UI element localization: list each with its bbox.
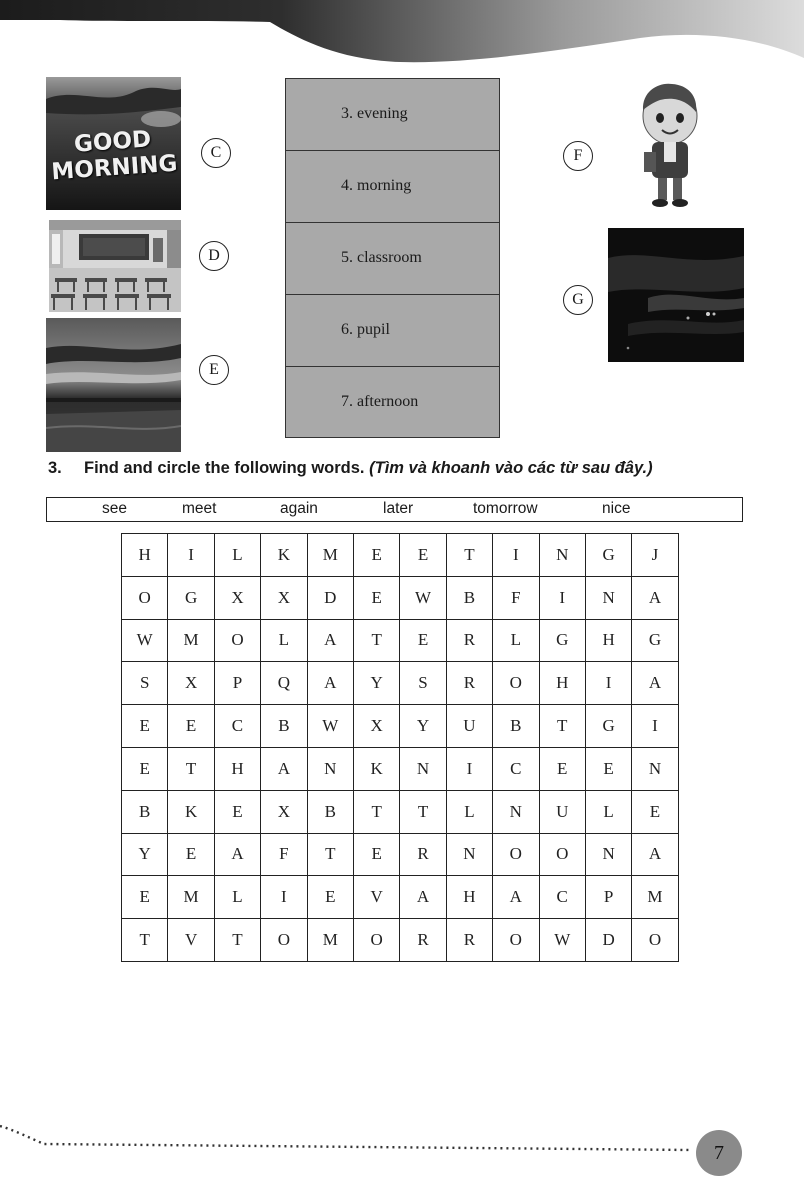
grid-letter-cell[interactable]: T [353,790,399,833]
grid-row [122,919,679,962]
grid-letter-cell[interactable]: G [585,534,631,577]
grid-letter-cell[interactable]: A [493,876,539,919]
grid-letter-cell[interactable]: A [307,662,353,705]
grid-letter-cell[interactable]: O [493,662,539,705]
grid-letter-cell[interactable]: E [353,833,399,876]
grid-row [122,790,679,833]
label-f: F [563,141,593,171]
grid-letter-cell[interactable]: G [539,619,585,662]
grid-letter-cell[interactable]: R [446,919,492,962]
grid-letter-cell[interactable]: Y [353,662,399,705]
label-e: E [199,355,229,385]
grid-letter-cell[interactable]: N [632,747,678,790]
word-bank-item: tomorrow [473,500,538,517]
grid-letter-cell[interactable]: A [214,833,260,876]
grid-letter-cell[interactable]: E [539,747,585,790]
grid-letter-cell[interactable]: V [353,876,399,919]
page-number: 7 [696,1130,742,1176]
grid-letter-cell[interactable]: T [353,619,399,662]
good-morning-text: GOOD MORNING [50,126,179,186]
grid-letter-cell[interactable]: C [539,876,585,919]
grid-row [122,705,679,748]
grid-letter-cell[interactable]: X [261,576,307,619]
grid-letter-cell[interactable]: R [400,919,446,962]
grid-letter-cell[interactable]: Y [400,705,446,748]
vocab-item: 7. afternoon [341,393,419,410]
vocab-item: 6. pupil [286,295,499,367]
grid-letter-cell[interactable]: W [122,619,168,662]
word-bank-item: see [102,500,127,517]
grid-letter-cell[interactable]: M [307,534,353,577]
grid-letter-cell[interactable]: I [261,876,307,919]
grid-letter-cell[interactable]: G [168,576,214,619]
grid-letter-cell[interactable]: O [214,619,260,662]
grid-letter-cell[interactable]: E [122,705,168,748]
word-bank-item: meet [182,500,217,517]
grid-letter-cell[interactable]: H [585,619,631,662]
grid-letter-cell[interactable]: B [446,576,492,619]
grid-letter-cell[interactable]: E [168,833,214,876]
grid-letter-cell[interactable]: M [632,876,678,919]
grid-letter-cell[interactable]: H [446,876,492,919]
grid-letter-cell[interactable]: H [122,534,168,577]
grid-letter-cell[interactable]: B [122,790,168,833]
grid-letter-cell[interactable]: D [307,576,353,619]
grid-letter-cell[interactable]: X [168,662,214,705]
grid-letter-cell[interactable]: L [493,619,539,662]
grid-letter-cell[interactable]: B [493,705,539,748]
grid-letter-cell[interactable]: O [353,919,399,962]
grid-letter-cell[interactable]: X [353,705,399,748]
grid-letter-cell[interactable]: J [632,534,678,577]
grid-letter-cell[interactable]: N [539,534,585,577]
word-bank-item: again [280,500,318,517]
grid-letter-cell[interactable]: G [632,619,678,662]
grid-letter-cell[interactable]: A [307,619,353,662]
grid-letter-cell[interactable]: T [214,919,260,962]
label-c: C [201,138,231,168]
exercise-instruction: Find and circle the following words. [84,459,365,477]
grid-letter-cell[interactable]: M [168,876,214,919]
grid-letter-cell[interactable]: B [261,705,307,748]
grid-letter-cell[interactable]: B [307,790,353,833]
grid-letter-cell[interactable]: I [493,534,539,577]
grid-letter-cell[interactable]: I [539,576,585,619]
grid-letter-cell[interactable]: K [353,747,399,790]
grid-letter-cell[interactable]: E [122,876,168,919]
grid-letter-cell[interactable]: X [261,790,307,833]
night-picture [608,228,744,362]
grid-letter-cell[interactable]: M [168,619,214,662]
boy-pupil-picture [630,80,708,212]
grid-letter-cell[interactable]: X [214,576,260,619]
evening-sky-picture [46,318,181,452]
grid-letter-cell[interactable]: E [307,876,353,919]
label-g: G [563,285,593,315]
grid-letter-cell[interactable]: C [214,705,260,748]
grid-letter-cell[interactable]: N [493,790,539,833]
grid-letter-cell[interactable]: A [261,747,307,790]
grid-letter-cell[interactable]: F [493,576,539,619]
grid-letter-cell[interactable]: R [446,619,492,662]
grid-letter-cell[interactable]: N [585,576,631,619]
grid-row [122,747,679,790]
grid-letter-cell[interactable]: L [214,534,260,577]
top-wave-banner [0,0,804,70]
grid-letter-cell[interactable]: N [446,833,492,876]
grid-letter-cell[interactable]: A [400,876,446,919]
grid-row [122,833,679,876]
vocab-item: 3. evening [286,79,499,151]
grid-letter-cell[interactable]: O [539,833,585,876]
grid-letter-cell[interactable]: L [214,876,260,919]
word-bank-item: nice [602,500,631,517]
vocabulary-list [285,78,500,438]
grid-letter-cell[interactable]: N [585,833,631,876]
grid-letter-cell[interactable]: W [307,705,353,748]
grid-letter-cell[interactable]: F [261,833,307,876]
grid-letter-cell[interactable]: O [261,919,307,962]
label-d: D [199,241,229,271]
exercise-translation: (Tìm và khoanh vào các từ sau đây.) [369,459,653,477]
grid-letter-cell[interactable]: E [632,790,678,833]
grid-letter-cell[interactable]: I [446,747,492,790]
grid-letter-cell[interactable]: P [585,876,631,919]
grid-row [122,576,679,619]
word-bank-item: later [383,500,414,517]
grid-letter-cell[interactable]: O [632,919,678,962]
grid-letter-cell[interactable]: G [585,705,631,748]
grid-letter-cell[interactable]: A [632,576,678,619]
grid-letter-cell[interactable]: S [122,662,168,705]
grid-row [122,619,679,662]
grid-letter-cell[interactable]: E [400,534,446,577]
grid-letter-cell[interactable]: H [539,662,585,705]
exercise-number: 3. [48,459,62,477]
grid-letter-cell[interactable]: U [446,705,492,748]
grid-letter-cell[interactable]: R [400,833,446,876]
grid-letter-cell[interactable]: I [585,662,631,705]
grid-letter-cell[interactable]: C [493,747,539,790]
grid-letter-cell[interactable]: E [214,790,260,833]
grid-letter-cell[interactable]: M [307,919,353,962]
good-morning-picture [46,77,181,210]
grid-letter-cell[interactable]: R [446,662,492,705]
grid-letter-cell[interactable]: L [585,790,631,833]
grid-letter-cell[interactable]: K [168,790,214,833]
grid-letter-cell[interactable]: U [539,790,585,833]
grid-letter-cell[interactable]: P [214,662,260,705]
word-bank [46,497,743,522]
grid-letter-cell[interactable]: O [122,576,168,619]
exercise-heading [48,459,788,478]
grid-letter-cell[interactable]: T [122,919,168,962]
grid-letter-cell[interactable]: E [353,576,399,619]
word-search-grid [121,533,679,962]
grid-letter-cell[interactable]: T [168,747,214,790]
grid-letter-cell[interactable]: Y [122,833,168,876]
footer-dotted-line [0,1120,720,1160]
grid-letter-cell[interactable]: W [400,576,446,619]
grid-letter-cell[interactable]: A [632,833,678,876]
grid-letter-cell[interactable]: K [261,534,307,577]
grid-letter-cell[interactable]: N [307,747,353,790]
grid-letter-cell[interactable]: W [539,919,585,962]
grid-letter-cell[interactable]: V [168,919,214,962]
grid-row [122,662,679,705]
grid-letter-cell[interactable]: E [400,619,446,662]
grid-letter-cell[interactable]: H [214,747,260,790]
grid-letter-cell[interactable]: E [168,705,214,748]
grid-letter-cell[interactable]: S [400,662,446,705]
grid-row [122,534,679,577]
grid-letter-cell[interactable]: O [493,833,539,876]
grid-letter-cell[interactable]: I [632,705,678,748]
grid-letter-cell[interactable]: Q [261,662,307,705]
grid-letter-cell[interactable]: L [446,790,492,833]
vocab-item: 4. morning [286,151,499,223]
grid-letter-cell[interactable]: T [539,705,585,748]
grid-letter-cell[interactable]: N [400,747,446,790]
grid-letter-cell[interactable]: D [585,919,631,962]
grid-row [122,876,679,919]
grid-letter-cell[interactable]: E [122,747,168,790]
vocab-item: 5. classroom [286,223,499,295]
grid-letter-cell[interactable]: I [168,534,214,577]
classroom-picture [49,220,181,312]
grid-letter-cell[interactable]: A [632,662,678,705]
grid-letter-cell[interactable]: O [493,919,539,962]
grid-letter-cell[interactable]: T [400,790,446,833]
grid-letter-cell[interactable]: T [446,534,492,577]
grid-letter-cell[interactable]: L [261,619,307,662]
grid-letter-cell[interactable]: E [585,747,631,790]
grid-letter-cell[interactable]: E [353,534,399,577]
grid-letter-cell[interactable]: T [307,833,353,876]
